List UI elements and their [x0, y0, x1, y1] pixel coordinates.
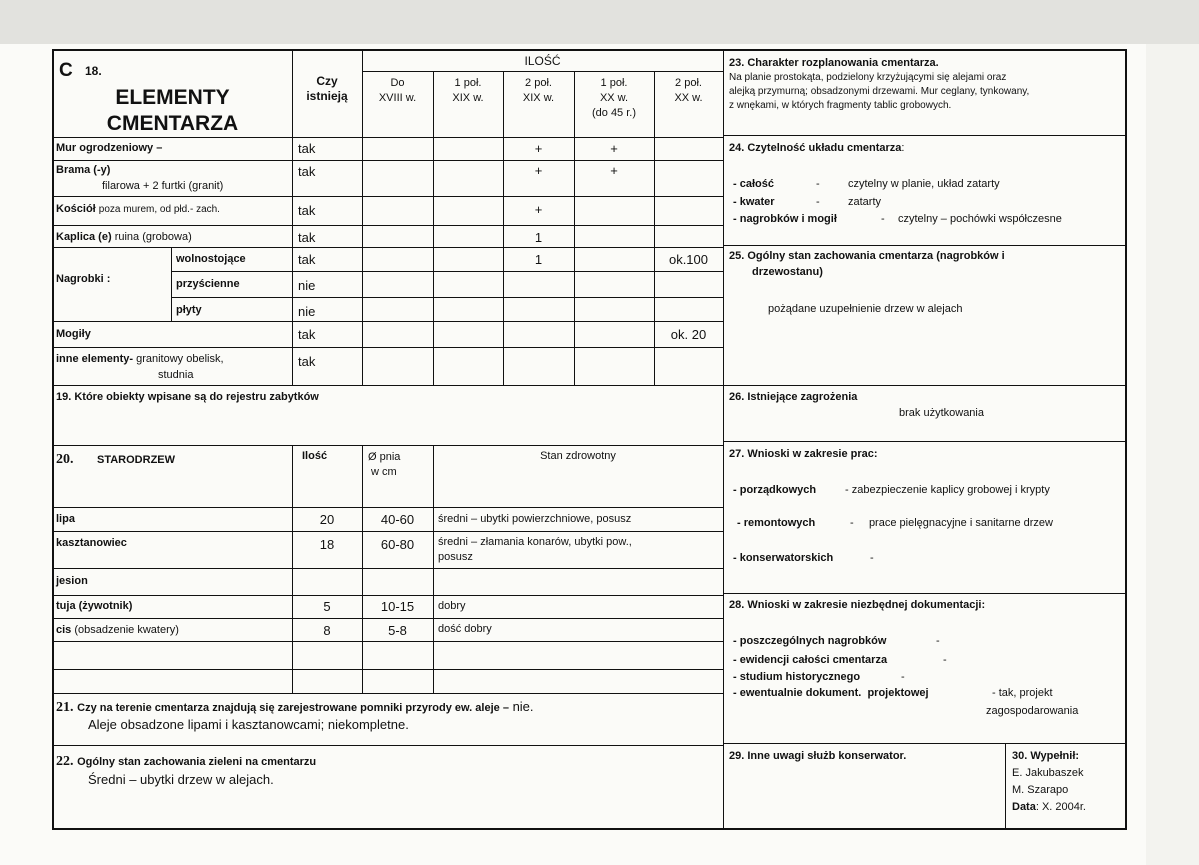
exists-wolnostojace: tak [298, 252, 316, 267]
section-21-answer: nie. [512, 699, 534, 714]
value-mur-p4: + [610, 141, 618, 156]
form-code: C [59, 60, 73, 81]
trees-col-diameter-line1: Ø pnia [368, 451, 401, 463]
section-24-title: 24. Czytelność układu cmentarza [729, 142, 902, 154]
trees-col-diameter-line2: w cm [371, 466, 397, 478]
exists-kosciol: tak [298, 203, 316, 218]
trees-col-qty: Ilość [302, 450, 328, 462]
readability-label: - nagrobków i mogił [733, 213, 837, 225]
section-21-question: Czy na terenie cmentarza znajdują się zarejestrowane pomniki przyrody ew. aleje – [77, 702, 509, 714]
tree-qty: 20 [319, 512, 335, 527]
tree-health: średni – złamania konarów, ubytki pow., [438, 536, 632, 548]
exists-mogily: tak [298, 327, 316, 342]
period-4-line2: XX w. [599, 92, 629, 104]
section-21-number: 21. [56, 700, 74, 715]
tree-qty: 18 [319, 537, 335, 552]
row-label-kosciol: Kościół [56, 203, 96, 215]
period-5-line1: 2 poł. [675, 77, 702, 89]
period-3-line2: XIX w. [522, 92, 555, 104]
tree-name: lipa [56, 513, 75, 525]
section-24-colon: : [901, 142, 905, 154]
period-5-line2: XX w. [674, 92, 703, 104]
work-type-value: - prace pielęgnacyjne i sanitarne drzew [850, 517, 1053, 529]
exists-przyscienne: nie [298, 278, 316, 293]
filled-by-name1: E. Jakubaszek [1012, 767, 1084, 779]
work-type-value: - zabezpieczenie kaplicy grobowej i krypty [845, 484, 1050, 496]
section-23-title: 23. Charakter rozplanowania cmentarza. [729, 57, 939, 69]
work-type-label: - porządkowych [733, 484, 817, 496]
readability-dash: - [816, 196, 820, 208]
readability-label: - całość [733, 178, 774, 190]
exists-mur: tak [298, 141, 316, 156]
section-22-title: Ogólny stan zachowania zieleni na cmentarzu [77, 756, 317, 768]
tree-name: cis [56, 624, 72, 636]
period-2-line1: 1 poł. [454, 77, 482, 89]
work-type-value: - [870, 552, 874, 564]
value-wolnostojace-p3: 1 [534, 252, 543, 267]
row-label-plyty: płyty [176, 304, 202, 316]
documentation-label: - ewentualnie dokument. projektowej [733, 687, 929, 699]
documentation-value: - [901, 671, 905, 683]
work-type-label: - remontowych [737, 517, 816, 529]
documentation-value: - [936, 635, 940, 647]
exists-brama: tak [298, 164, 316, 179]
row-label-wolnostojace: wolnostojące [176, 253, 246, 265]
row-label-mogily: Mogiły [56, 328, 91, 340]
tree-qty: 5 [323, 599, 331, 614]
section-20-title: STARODRZEW [97, 454, 176, 466]
readability-dash: - [816, 178, 820, 190]
scan-background [0, 0, 1199, 44]
value-mogily-p5: ok. 20 [670, 327, 707, 342]
section-22-number: 22. [56, 754, 74, 769]
section-20-number: 20. [56, 452, 74, 467]
date-value: : X. 2004r. [1035, 801, 1086, 813]
tree-diameter: 60-80 [380, 537, 415, 552]
period-2-line2: XIX w. [452, 92, 484, 104]
exists-plyty: nie [298, 304, 316, 319]
nagrobki-label: Nagrobki : [56, 273, 111, 285]
value-wolnostojace-p5: ok.100 [668, 252, 709, 267]
row-note-kosciol: poza murem, od płd.- zach. [98, 204, 220, 215]
section-23-line2: alejką przymurną; obsadzonymi drzewami. Mur ceglany, tynkowany, [729, 86, 1030, 97]
tree-qty: 8 [323, 623, 331, 638]
tree-name: jesion [56, 575, 88, 587]
row-note-kaplica: ruina (grobowa) [114, 231, 192, 243]
section-30-title: 30. Wypełnił: [1012, 750, 1080, 762]
section-29-title: 29. Inne uwagi służb konserwator. [729, 750, 907, 762]
value-brama-p4: + [610, 163, 618, 178]
row-label-inne: inne elementy- [56, 353, 134, 365]
period-4-line1: 1 poł. [600, 77, 628, 89]
filled-by-name2: M. Szarapo [1012, 784, 1069, 796]
date-label: Data [1012, 801, 1036, 813]
readability-dash: - [881, 213, 885, 225]
section-28-title: 28. Wnioski w zakresie niezbędnej dokumentacji: [729, 599, 986, 611]
tree-health: dość dobry [438, 623, 492, 635]
tree-diameter: 40-60 [380, 512, 415, 527]
section-27-title: 27. Wnioski w zakresie prac: [729, 448, 878, 460]
section-23-line3: z wnękami, w których fragmenty tablic grobowych. [729, 100, 952, 111]
tree-diameter: 10-15 [380, 599, 415, 614]
section-25-value: pożądane uzupełnienie drzew w alejach [768, 303, 963, 315]
period-1-line2: XVIII w. [378, 92, 417, 104]
row-sub-inne: studnia [158, 369, 194, 381]
documentation-value: - tak, projekt [992, 687, 1053, 699]
tree-name-note: (obsadzenie kwatery) [74, 624, 179, 636]
form-number: 18. [85, 64, 102, 78]
section-21-note: Aleje obsadzone lipami i kasztanowcami; niekompletne. [88, 717, 409, 732]
value-kaplica-p3: 1 [534, 230, 543, 245]
row-sub-brama: filarowa + 2 furtki (granit) [102, 180, 224, 192]
section-25-title-line2: drzewostanu) [752, 266, 823, 278]
tree-health: średni – ubytki powierzchniowe, posusz [438, 513, 632, 525]
tree-health-cont: posusz [438, 551, 473, 563]
documentation-value: - [943, 654, 947, 666]
readability-label: - kwater [733, 196, 775, 208]
documentation-label: - studium historycznego [733, 671, 861, 683]
section-25-title-line1: 25. Ogólny stan zachowania cmentarza (nagrobków i [729, 250, 1005, 262]
row-label-kaplica: Kaplica (e) [56, 231, 112, 243]
work-type-label: - konserwatorskich [733, 552, 834, 564]
tree-name: tuja (żywotnik) [56, 600, 133, 612]
exists-inne: tak [298, 354, 316, 369]
tree-name: kasztanowiec [56, 537, 127, 549]
row-label-przyscienne: przyścienne [176, 278, 240, 290]
value-mur-p3: + [534, 141, 543, 156]
period-3-line1: 2 poł. [525, 77, 552, 89]
period-4-line3: (do 45 r.) [591, 107, 637, 119]
documentation-value-cont: zagospodarowania [986, 705, 1079, 717]
readability-value: zatarty [848, 196, 882, 208]
quantity-header: ILOŚĆ [524, 54, 561, 68]
paper-edge [1146, 44, 1199, 865]
readability-value: czytelny w planie, układ zatarty [848, 178, 1000, 190]
row-note-inne: granitowy obelisk, [136, 353, 224, 365]
section-22-value: Średni – ubytki drzew w alejach. [88, 772, 274, 787]
section-26-title: 26. Istniejące zagrożenia [729, 391, 858, 403]
trees-col-health: Stan zdrowotny [540, 450, 616, 462]
exists-kaplica: tak [298, 230, 316, 245]
value-kosciol-p3: + [534, 202, 543, 217]
section-26-value: brak użytkowania [899, 407, 984, 419]
tree-diameter: 5-8 [388, 623, 407, 638]
documentation-label: - ewidencji całości cmentarza [733, 654, 888, 666]
row-label-brama: Brama (-y) [56, 164, 111, 176]
col-exists-header: Czy istnieją [306, 74, 348, 103]
tree-health: dobry [438, 600, 466, 612]
form-title-line2: CMENTARZA [106, 112, 239, 135]
period-1-line1: Do [390, 77, 405, 89]
section-19-label: 19. Które obiekty wpisane są do rejestru zabytków [56, 391, 319, 403]
form-title-line1: ELEMENTY [115, 86, 230, 109]
value-brama-p3: + [534, 163, 543, 178]
section-23-line1: Na planie prostokąta, podzielony krzyżującymi się alejami oraz [729, 72, 1007, 83]
row-label-mur: Mur ogrodzeniowy – [56, 142, 163, 154]
readability-value: czytelny – pochówki współczesne [898, 213, 1062, 225]
documentation-label: - poszczególnych nagrobków [733, 635, 887, 647]
